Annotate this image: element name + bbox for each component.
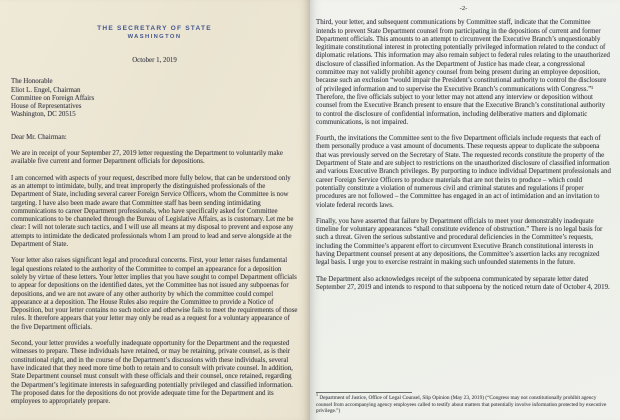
paragraph-third-counsel-exclusion: Third, your letter, and subsequent communications by Committee staff, indicate that the Committee intends to prevent State Department counsel from participating in the depositions of current and former Department officials. This amounts to an attempt to circumvent the Executive Branch’s unquestionably legitimate constitutional interest in protecting potentially privileged information related to the conduct of diplomatic relations. This information may also remain subject to federal rules relating to the unauthorized disclosure of classified information. As the Department of Justice has made clear, a congressional committee may not validly prohibit agency counsel from being present during an employee deposition, because such an exclusion “would impair the President’s constitutional authority to control the disclosure of privileged information and to supervise the Executive Branch’s communications with Congress.”¹ Therefore, the five officials subject to your letter may not attend any interview or deposition without counsel from the Executive Branch present to ensure that the Executive Branch’s constitutional authority to control the disclosure of confidential information, including deliberative matters and diplomatic communications, is not impaired. (316, 19, 610, 126)
letterhead-title: THE SECRETARY OF STATE (97, 25, 212, 32)
footnote (316, 392, 608, 415)
letter-date: October 1, 2019 (132, 57, 177, 64)
salutation: Dear Mr. Chairman: (11, 133, 67, 141)
letterhead (11, 25, 298, 41)
paragraph-concern-intimidation: I am concerned with aspects of your request, described more fully below, that can be understood only as an attempt to intimidate, bully, and treat improperly the distinguished professionals of the Department of State, including several career Foreign Service Officers, whom the Committee is now targeting. I have also been made aware that Committee staff has been sending intimidating communications to career Department professionals, who have specifically asked for Committee communications to be channeled through the Bureau of Legislative Affairs, as is customary. Let me be clear: I will not tolerate such tactics, and I will use all means at my disposal to prevent and expose any attempts to intimidate the dedicated professionals whom I am proud to lead and serve alongside at the Department of State. (11, 174, 294, 249)
footnote-rule (316, 392, 412, 393)
address-line-honorific: The Honorable (11, 78, 53, 86)
footnote-marker: 1 (316, 392, 318, 398)
paragraph-first-legal-concerns: Your letter also raises significant legal and procedural concerns. First, your letter raises fundamental legal questions related to the authority of the Committee to compel an appearance for a deposition solely by virtue of these letters. Your letter implies that you have sought to compel Department officials to appear for depositions on the identified dates, yet the Committee has not issued any subpoenas for depositions, and we are not aware of any other authority by which the committee could compel appearance at a deposition. The House Rules also require the Committee to provide a Notice of Deposition, but your letter contains no such notice and otherwise fails to meet the requirements of those rules. It therefore appears that your letter may only be read as a request for a voluntary appearance of the five Department officials. (11, 257, 298, 331)
paragraph-receipt: We are in receipt of your September 27, 2019 letter requesting the Department to voluntarily make available five current and former Department officials for depositions. (11, 150, 283, 166)
footnote-text: Department of Justice, Office of Legal Counsel, Slip Opinion (May 23, 2019) (“Congress may not constitutionally prohibit agency counsel from accompanying agency employees called to testify about matters that potentially involve information protected by executive privilege.”) (316, 395, 607, 415)
letterhead-subtitle: WASHINGTON (127, 34, 182, 40)
recipient-address (11, 78, 298, 119)
paragraph-second-inadequate-time: Second, your letter provides a woefully inadequate opportunity for the Department and the requested witnesses to prepare. These individuals have retained, or may be retaining, private counsel, as is their constitutional right, and in the course of the Department’s discussions with these individuals, several have indicated that they need more time both to retain and to consult with private counsel. In addition, State Department counsel must consult with these officials and their counsel, once retained, regarding the Department’s legitimate interests in safeguarding potentially privileged and classified information. The proposed dates for the depositions do not provide adequate time for the Department and its employees to appropriately prepare. (11, 340, 293, 406)
page-number: -2- (459, 5, 468, 12)
address-line-name: Eliot L. Engel, Chairman (11, 86, 81, 94)
address-line-city: Washington, DC 20515 (11, 111, 76, 119)
letter-page-2 (310, 0, 620, 420)
footnote-body (316, 392, 608, 415)
address-line-committee: Committee on Foreign Affairs (11, 94, 95, 102)
paragraph-fourth-document-requests: Fourth, the invitations the Committee sent to the five Department officials include requests that each of them personally produce a vast amount of documents. These requests appear to duplicate the subpoena that was previously served on the Secretary of State. The requested records constitute the property of the Department of State and are subject to restrictions on the unauthorized disclosure of classified information and various Executive Branch privileges. By purporting to induce individual Department professionals and career Foreign Service Officers to produce materials that are not theirs to produce – which could potentially constitute a violation of numerous civil and criminal statutes and regulations if proper procedures are not followed – the Committee has engaged in an act of intimidation and an invitation to violate federal records laws. (316, 135, 611, 209)
address-line-chamber: House of Representatives (11, 103, 82, 111)
paragraph-finally-obstruction-threat: Finally, you have asserted that failure by Department officials to meet your demonstrably inadequate timeline for voluntary appearances “shall constitute evidence of obstruction.” There is no legal basis for such a threat. Given the serious substantive and procedural deficiencies in the Committee’s requests, including the Committee’s apparent effort to circumvent Executive Branch constitutional interests in having Department counsel present at any depositions, the Committee’s assertion lacks any recognized legal basis. I urge you to exercise restraint in making such unfounded statements in the future. (316, 217, 603, 267)
paragraph-subpoena-acknowledgement: The Department also acknowledges receipt of the subpoena communicated by separate letter dated September 27, 2019 and intends to respond to that subpoena by the noticed return date of October 4, 2019. (316, 275, 610, 291)
